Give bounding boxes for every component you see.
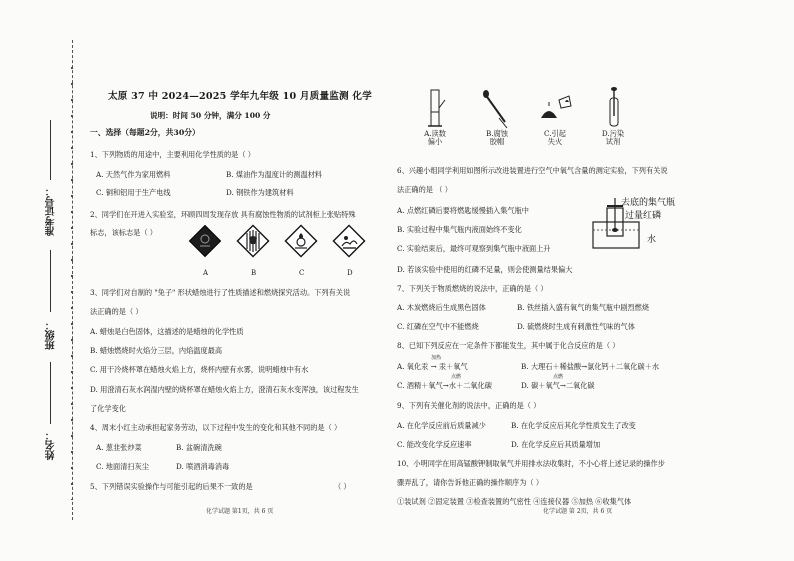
q10-stem-line1: 10、小明同学在用高锰酸钾制取氧气并用排水法收集时，不小心将上述记录的操作步 xyxy=(397,459,665,468)
q7-option-b: B. 铁丝插入盛有氧气的集气瓶中剧烈燃烧 xyxy=(517,303,650,312)
seal-dots xyxy=(66,60,78,500)
q8-option-d: D. 碳＋氧气→二氧化碳 xyxy=(521,381,595,390)
section-heading: 一、选择（每题2分，共30分） xyxy=(90,128,200,137)
lab-fig-b-caption xyxy=(473,130,521,147)
class-label: 班级： xyxy=(46,320,57,350)
q6-option-b: B. 实验过程中集气瓶内液面始终不变化 xyxy=(397,225,522,234)
page-title: 太原 37 中 2024—2025 学年九年级 10 月质量监测 化学 xyxy=(108,91,372,102)
exam-no-line xyxy=(50,120,51,180)
corrosive-hazard-sign xyxy=(236,224,270,258)
exam-no-label: 准考证号： xyxy=(46,186,57,236)
hazard-label-c: C xyxy=(299,269,305,277)
fig-water-label: 水 xyxy=(647,235,657,245)
fig-jar-label: 去底的集气瓶 xyxy=(621,198,676,208)
lab-fig-d-caption xyxy=(589,130,637,147)
q3-option-a: A. 蜡烛是白色固体，这描述的是蜡烛的化学性质 xyxy=(90,327,244,336)
hazard-label-a: A xyxy=(203,269,209,277)
q5-paren: （ ） xyxy=(334,482,351,491)
q1-option-c: C. 铜和铝用于生产电线 xyxy=(96,188,171,197)
q8-stem: 8、已知下列反应在一定条件下都能发生，其中属于化合反应的是（ ） xyxy=(397,341,620,350)
q3-option-d-line2: 了化学变化 xyxy=(90,404,126,413)
q10-stem-line2: 骤弄乱了，请你告诉他正确的操作顺序为（ ） xyxy=(397,478,544,487)
q2-stem-line2: 标志，该标志是（ ） xyxy=(90,228,157,237)
q7-option-a: A. 木炭燃烧后生成黑色固体 xyxy=(397,303,486,312)
q3-option-c: C. 用干冷烧杯罩在蜡烛火焰上方，烧杯内壁有水雾，说明蜡烛中有水 xyxy=(90,365,309,374)
q3-option-b: B. 蜡烛燃烧时火焰分三层，内焰温度最高 xyxy=(90,346,223,355)
q1-option-d: D. 钢铁作为建筑材料 xyxy=(226,188,294,197)
q3-option-d-line1: D. 用澄清石灰水润湿内壁的烧杯罩在蜡烛火焰上方，澄清石灰水变浑浊，该过程发生 xyxy=(90,385,359,394)
lab-fig-c-caption xyxy=(531,130,579,147)
q6-stem-line1: 6、兴趣小组同学利用如图所示改进装置进行空气中氧气含量的测定实验，下列有关说 xyxy=(397,166,668,175)
environment-hazard-sign xyxy=(332,224,366,258)
footer-left: 化学试题 第1页，共 6 页 xyxy=(206,508,274,515)
toxic-hazard-sign xyxy=(188,224,222,258)
q7-option-c: C. 红磷在空气中不能燃烧 xyxy=(397,322,479,331)
q6-stem-line2: 法正确的是 （ ） xyxy=(397,185,452,194)
test-tube-icon xyxy=(601,86,627,130)
hazard-label-b: B xyxy=(251,269,257,277)
footer-right: 化学试题 第 2页，共 6 页 xyxy=(543,508,613,515)
q6-option-d: D. 若该实验中使用的红磷不足量，则会使测量结果偏大 xyxy=(397,265,573,274)
q9-option-d: D. 在化学反应后其质量增加 xyxy=(511,440,601,449)
q4-stem: 4、周末小红主动承担起家务劳动，以下过程中发生的变化和其他不同的是（ ） xyxy=(90,423,342,432)
flammable-hazard-sign xyxy=(284,224,318,258)
q4-option-d: D. 喷酒消毒消毒 xyxy=(176,462,230,471)
name-line xyxy=(50,362,51,424)
lab-fig-b-line1: B.腐蚀 xyxy=(486,129,508,138)
name-label: 姓名： xyxy=(46,430,57,460)
q2-stem-line1: 2、同学们在开进入实验室，环顾四周发现存放 具有腐蚀性物质的试剂柜上张贴特殊 xyxy=(90,210,356,219)
q6-option-a: A. 点燃红磷后要将燃匙缓慢插入集气瓶中 xyxy=(397,206,529,215)
q10-steps: ①装试剂 ②固定装置 ③检查装置的气密性 ④连接仪器 ⑤加热 ⑥收集气体 xyxy=(397,497,632,506)
q7-stem: 7、下列关于物质燃烧的说法中，正确的是（ ） xyxy=(397,284,548,293)
q9-stem: 9、下列有关催化剂的说法中，正确的是（ ） xyxy=(397,401,541,410)
alcohol-lamp-icon xyxy=(535,92,575,126)
class-line xyxy=(50,250,51,312)
graduated-cylinder-icon xyxy=(423,88,447,130)
q4-option-b: B. 盆碗清洗碗 xyxy=(176,443,222,452)
binding-strip xyxy=(0,0,90,561)
exam-info: 说明：时间 50 分钟，满分 100 分 xyxy=(150,111,271,120)
q9-option-c: C. 能改变化学反应速率 xyxy=(397,440,472,449)
fig-phosphorus-label: 过量红磷 xyxy=(625,211,662,221)
lab-fig-c-line1: C.引起 xyxy=(544,129,566,138)
q3-stem-line2: 法正确的是（ ） xyxy=(90,307,143,316)
q9-option-a: A. 在化学反应前后质量减少 xyxy=(397,421,486,430)
q1-stem: 1、下列物质的用途中，主要利用化学性质的是（ ） xyxy=(90,150,255,159)
lab-fig-d-line2: 试剂 xyxy=(605,137,621,147)
lab-fig-d-line1: D.污染 xyxy=(601,129,625,138)
hazard-label-d: D xyxy=(347,269,353,277)
q6-option-c: C. 实验结束后，最终可观察到集气瓶中液面上升 xyxy=(397,244,551,253)
q8-a-condition: 加热 xyxy=(431,355,442,361)
q8-c-condition: 点燃 xyxy=(451,374,462,380)
q8-option-c: C. 酒精＋氧气→水＋二氧化碳 xyxy=(397,381,492,390)
q4-option-c: C. 地面清扫灰尘 xyxy=(96,462,149,471)
q5-stem: 5、下列错误实验操作与可能引起的后果不一致的是 xyxy=(90,482,253,491)
lab-fig-b-line2: 胶帽 xyxy=(489,137,505,147)
q8-d-condition: 点燃 xyxy=(553,374,564,380)
dropper-icon xyxy=(481,88,511,130)
q4-option-a: A. 葱韭张炒菜 xyxy=(96,443,142,452)
q3-stem-line1: 3、同学们对自制的 "兔子" 形状蜡烛进行了性质描述和燃烧探究活动。下列有关说 xyxy=(90,288,351,297)
q8-option-a: A. 氧化汞 → 汞＋氧气 xyxy=(397,362,468,371)
lab-fig-a-line2: 偏小 xyxy=(427,137,443,147)
lab-fig-c-line2: 失火 xyxy=(547,137,563,147)
q9-option-b: B. 在化学反应后其化学性质发生了改变 xyxy=(511,421,636,430)
q7-option-d: D. 硫燃烧时生成有刺激性气味的气体 xyxy=(517,322,635,331)
q1-option-b: B. 煤油作为温度计的测温材料 xyxy=(226,170,323,179)
lab-fig-a-line1: A.读数 xyxy=(424,129,446,138)
q1-option-a: A. 天然气作为家用燃料 xyxy=(96,170,171,179)
lab-fig-a-caption xyxy=(411,130,459,147)
q8-option-b: B. 大理石＋稀盐酸→氯化钙＋二氧化碳＋水 xyxy=(521,362,660,371)
